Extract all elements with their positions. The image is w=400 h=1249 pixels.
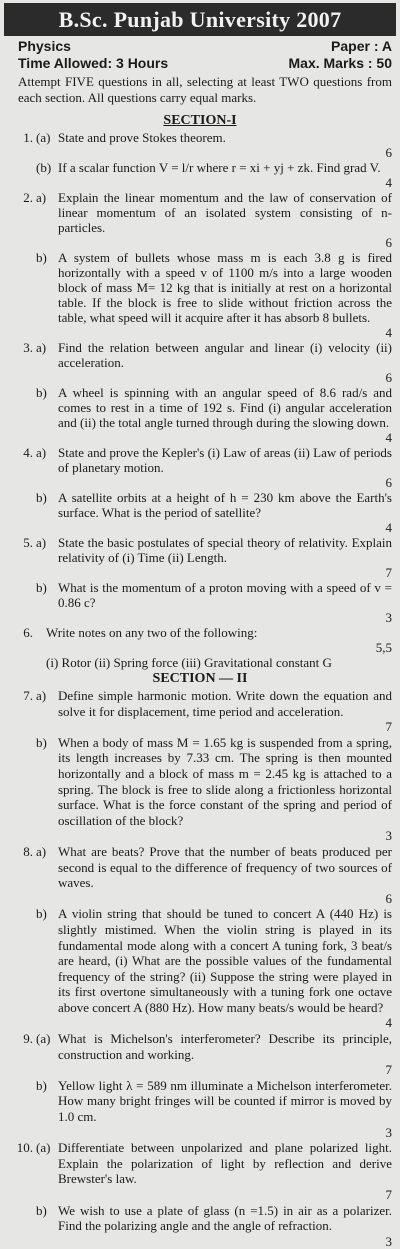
subject: Physics xyxy=(18,38,71,54)
question-part xyxy=(36,844,392,906)
question-number: 6. xyxy=(23,625,33,640)
part-question-text: A wheel is spinning with an angular speed of 8.6 rad/s and comes to rest in a time of 192 s. Find (i) angular acceleration and (ii) the total angle turned through during the slowing down. xyxy=(58,385,392,430)
question-number: 4. xyxy=(23,445,33,460)
question-part xyxy=(36,385,392,445)
part-text xyxy=(58,535,392,580)
part-marks: 7 xyxy=(385,719,392,735)
part-label: b) xyxy=(36,490,47,505)
question-body xyxy=(36,1140,392,1249)
part-label: a) xyxy=(36,190,47,205)
part-marks: 3 xyxy=(385,828,392,844)
max-marks: Max. Marks : 50 xyxy=(288,55,392,71)
part-marks: 7 xyxy=(385,565,392,580)
question-list xyxy=(0,130,400,670)
section-title: SECTION — II xyxy=(152,671,248,686)
part-text xyxy=(58,1031,392,1078)
question-part xyxy=(36,445,392,490)
question-number: 1. xyxy=(23,130,33,145)
part-question-text: What are beats? Prove that the number of beats produced per second is equal to the difference of frequency of two sources of waves. xyxy=(58,843,392,891)
part-text xyxy=(58,445,392,490)
question-part xyxy=(36,625,392,655)
question-part xyxy=(36,190,392,250)
question-part xyxy=(36,160,392,190)
question-part xyxy=(36,906,392,1031)
part-text xyxy=(58,844,392,906)
instructions: Attempt FIVE questions in all, selecting at least TWO questions from each section. All questions carry equal marks. xyxy=(18,74,392,105)
part-question-text: Differentiate between unpolarized and plane polarized light. Explain the polarization of light by reflection and derive Brewster's law. xyxy=(58,1140,392,1187)
part-question-text: Yellow light λ = 589 nm illuminate a Michelson interferometer. How many bright fringes will be counted if mirror is moved by 1.0 cm. xyxy=(58,1077,392,1125)
question xyxy=(4,625,392,670)
part-text xyxy=(58,250,392,340)
part-label: b) xyxy=(36,734,47,750)
paper-code: Paper : A xyxy=(331,38,392,54)
question xyxy=(4,130,392,190)
question-body xyxy=(36,535,392,625)
question xyxy=(4,844,392,1031)
question xyxy=(4,445,392,535)
question-body xyxy=(36,844,392,1031)
part-question-text: When a body of mass M = 1.65 kg is suspended from a spring, its length increases by 7.33 cm. The spring is then mounted horizontally and a block of mass m = 2.45 kg is attached to a spring. The block is free to slide along a frictionless horizontal surface. What is the force constant of the spring and period of oscillation of the block? xyxy=(58,734,392,828)
question-body xyxy=(36,130,392,190)
question-number: 7. xyxy=(23,688,33,703)
question-part xyxy=(36,340,392,385)
part-marks: 6 xyxy=(385,235,392,250)
part-text xyxy=(58,490,392,535)
part-label: b) xyxy=(36,580,47,595)
part-question-text: If a scalar function V = l/r where r = xi + yj + zk. Find grad V. xyxy=(58,160,381,175)
question-part xyxy=(36,735,392,844)
part-marks: 4 xyxy=(385,430,392,445)
part-question-text: A violin string that should be tuned to concert A (440 Hz) is slightly mistimed. When the violin string is played in its fundamental mode along with a concert A tuning fork, 3 beat/s are heard, (i) What are the possible values of the fundamental frequency of the string? (ii) Suppose the string were played in its first overtone simultaneously with a tuning fork one octave above concert A (880 Hz). How many beats/s would be heard? xyxy=(58,906,392,1015)
question-body xyxy=(36,625,392,670)
question xyxy=(4,535,392,625)
section-title: SECTION-I xyxy=(163,113,237,128)
question-part xyxy=(36,130,392,160)
part-question-text: What is the momentum of a proton moving with a speed of v = 0.86 c? xyxy=(58,580,392,610)
part-text xyxy=(58,735,392,844)
part-label: a) xyxy=(36,445,47,460)
part-label: (a) xyxy=(36,1031,51,1047)
question-body xyxy=(36,1031,392,1140)
part-text xyxy=(58,580,392,625)
question-number: 3. xyxy=(23,340,33,355)
part-marks: 4 xyxy=(385,520,392,535)
part-label: b) xyxy=(36,250,47,265)
part-question-text: We wish to use a plate of glass (n =1.5) in air as a polarizer. Find the polarizing angle and the angle of refraction. xyxy=(58,1202,392,1234)
question-part xyxy=(36,490,392,535)
part-question-text: State the basic postulates of special theory of relativity. Explain relativity of (i) Time (ii) Length. xyxy=(58,535,392,565)
part-question-text: Define simple harmonic motion. Write down the equation and solve it for displacement, time period and acceleration. xyxy=(58,688,392,719)
question-number: 10. xyxy=(16,1140,33,1156)
part-question-text: Explain the linear momentum and the law of conservation of linear momentum of an isolated system consisting of n- particles. xyxy=(58,190,392,235)
question-part xyxy=(36,250,392,340)
meta-row-subject xyxy=(18,38,392,55)
exam-paper xyxy=(0,3,400,1249)
part-question-text: Find the relation between angular and linear (i) velocity (ii) acceleration. xyxy=(58,340,392,370)
question xyxy=(4,1140,392,1249)
question-body xyxy=(36,340,392,445)
part-label: (a) xyxy=(36,1140,51,1156)
question-list xyxy=(0,688,400,1249)
question-part xyxy=(36,1140,392,1202)
question-part xyxy=(36,1031,392,1078)
question-part xyxy=(36,1078,392,1140)
part-label: b) xyxy=(36,1077,47,1093)
part-label: b) xyxy=(36,906,47,922)
part-marks: 3 xyxy=(385,610,392,625)
part-label: b) xyxy=(36,385,47,400)
part-marks: 3 xyxy=(385,1233,392,1249)
part-question-text: What is Michelson's interferometer? Describe its principle, construction and working. xyxy=(58,1031,392,1062)
question-number: 5. xyxy=(23,535,33,550)
part-text xyxy=(58,190,392,250)
part-question-text: State and prove the Kepler's (i) Law of areas (ii) Law of periods of planetary motion. xyxy=(58,445,392,475)
part-label: a) xyxy=(36,688,47,703)
part-text xyxy=(46,625,392,655)
part-text xyxy=(58,1203,392,1249)
part-text xyxy=(58,385,392,445)
question-part xyxy=(36,535,392,580)
paper-meta xyxy=(0,36,400,72)
part-question-text: Write notes on any two of the following: xyxy=(46,625,258,640)
question-part xyxy=(36,1203,392,1249)
part-marks: 7 xyxy=(385,1187,392,1202)
question-number: 8. xyxy=(23,843,33,859)
part-marks: 6 xyxy=(385,145,392,160)
part-text xyxy=(46,655,392,670)
part-marks: 6 xyxy=(385,890,392,906)
part-marks: 4 xyxy=(385,175,392,190)
paper-title: B.Sc. Punjab University 2007 xyxy=(4,3,396,36)
part-marks: 7 xyxy=(385,1062,392,1078)
part-marks: 5,5 xyxy=(375,640,392,655)
part-marks: 4 xyxy=(385,1015,392,1031)
sections xyxy=(0,112,400,1249)
question xyxy=(4,688,392,844)
part-text xyxy=(58,340,392,385)
meta-row-time xyxy=(18,55,392,72)
part-question-text: State and prove Stokes theorem. xyxy=(58,130,226,145)
part-label: a) xyxy=(36,535,47,550)
question xyxy=(4,1031,392,1140)
question-number: 9. xyxy=(23,1031,33,1047)
question-body xyxy=(36,445,392,535)
question-part xyxy=(36,688,392,735)
part-text xyxy=(58,688,392,735)
part-marks: 6 xyxy=(385,475,392,490)
question-number: 2. xyxy=(23,190,33,205)
question-part xyxy=(36,655,392,670)
part-label: (a) xyxy=(36,130,51,145)
part-text xyxy=(58,1140,392,1202)
part-question-text: A system of bullets whose mass m is each 3.8 g is fired horizontally with a speed v of 1100 m/s into a large wooden block of mass M= 12 kg that is initially at rest on a horizontal table. If the block is free to slide without friction across the table, what speed will it acquire after it has absorb 8 bullets. xyxy=(58,250,392,325)
question-body xyxy=(36,190,392,340)
question-part xyxy=(36,580,392,625)
part-marks: 4 xyxy=(385,325,392,340)
part-label: a) xyxy=(36,340,47,355)
part-question-text: (i) Rotor (ii) Spring force (iii) Gravitational constant G xyxy=(46,655,332,670)
part-text xyxy=(58,1078,392,1140)
part-text xyxy=(58,130,392,160)
question xyxy=(4,340,392,445)
part-marks: 6 xyxy=(385,370,392,385)
question xyxy=(4,190,392,340)
part-label: b) xyxy=(36,1202,47,1218)
part-text xyxy=(58,160,392,190)
part-label: (b) xyxy=(36,160,52,175)
time-allowed: Time Allowed: 3 Hours xyxy=(18,55,169,71)
part-text xyxy=(58,906,392,1031)
part-marks: 3 xyxy=(385,1124,392,1140)
part-label: a) xyxy=(36,843,47,859)
question-body xyxy=(36,688,392,844)
part-question-text: A satellite orbits at a height of h = 230 km above the Earth's surface. What is the period of satellite? xyxy=(58,490,392,520)
